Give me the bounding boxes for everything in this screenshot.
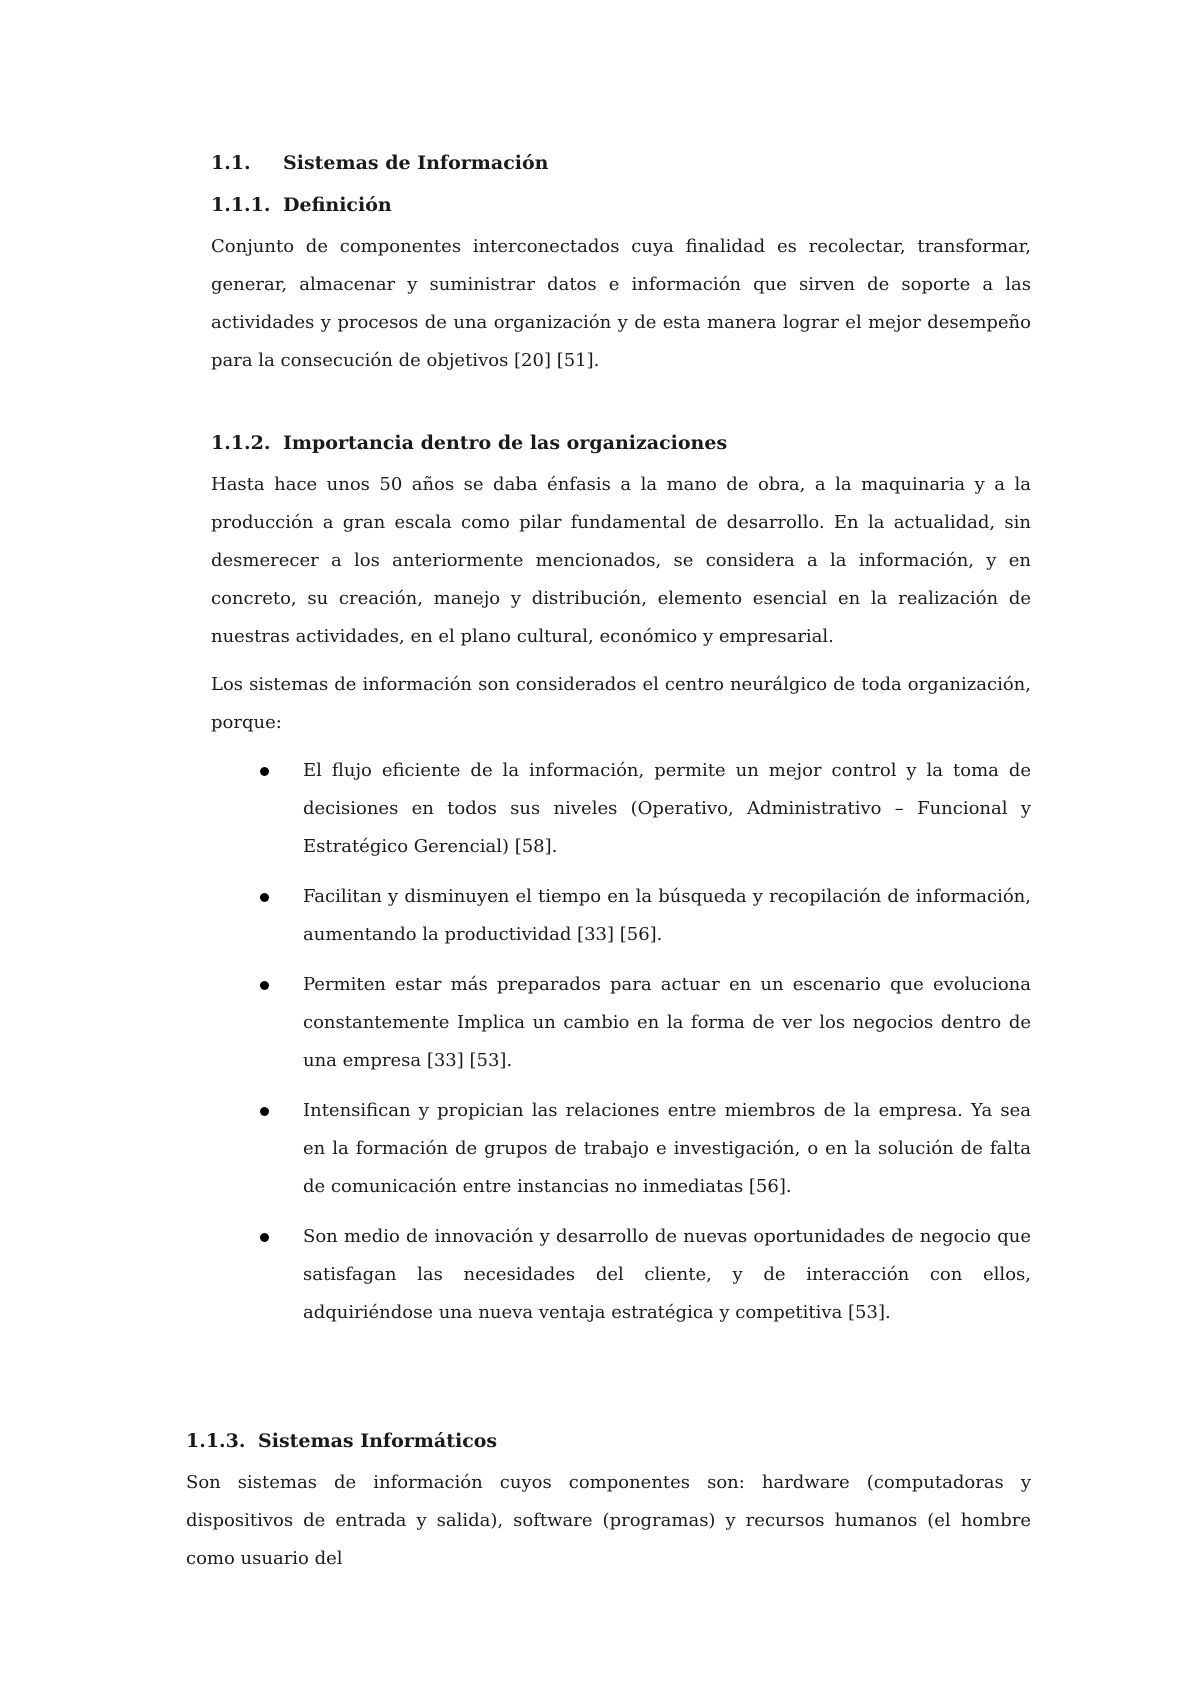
definition-paragraph: Conjunto de componentes interconectados cuya finalidad es recolectar, transformar, generar, almacenar y suministrar datos e información que sirven de soporte a las actividades y procesos de una organización y de esta manera lograr el mejor desempeño para la consecución de objetivos [20] [51].: [211, 236, 1031, 371]
heading-number: 1.1.1.: [211, 194, 271, 216]
heading-title: Importancia dentro de las organizaciones: [283, 432, 728, 454]
heading-1-1: [211, 152, 1031, 174]
heading-number: 1.1.2.: [211, 432, 271, 454]
bullet-icon: [260, 1107, 269, 1116]
bullet-icon: [260, 893, 269, 902]
list-item: [303, 1218, 1031, 1332]
informatic-systems-paragraph: Son sistemas de información cuyos componentes son: hardware (computadoras y dispositivos de entrada y salida), software (programas) y recursos humanos (el hombre como usuario del: [186, 1472, 1031, 1569]
list-item-text: El flujo eficiente de la información, permite un mejor control y la toma de decisiones en todos sus niveles (Operativo, Administrativo – Funcional y Estratégico Gerencial) [58].: [303, 760, 1031, 857]
heading-number: 1.1.3.: [186, 1430, 246, 1452]
list-item: [303, 1092, 1031, 1206]
importance-paragraph-2: Los sistemas de información son considerados el centro neurálgico de toda organización, porque:: [211, 674, 1031, 733]
bullet-icon: [260, 767, 269, 776]
list-item-text: Son medio de innovación y desarrollo de nuevas oportunidades de negocio que satisfagan las necesidades del cliente, y de interacción con ellos, adquiriéndose una nueva ventaja estratégica y competitiva [53].: [303, 1226, 1031, 1323]
list-item: [303, 878, 1031, 954]
list-item: [303, 966, 1031, 1080]
heading-title: Sistemas Informáticos: [258, 1430, 498, 1452]
importance-bullet-list: [211, 752, 1031, 1332]
heading-number: 1.1.: [211, 152, 251, 174]
importance-paragraph-1: Hasta hace unos 50 años se daba énfasis a la mano de obra, a la maquinaria y a la producción a gran escala como pilar fundamental de desarrollo. En la actualidad, sin desmerecer a los anteriormente mencionados, se considera a la información, y en concreto, su creación, manejo y distribución, elemento esencial en la realización de nuestras actividades, en el plano cultural, económico y empresarial.: [211, 474, 1031, 647]
heading-1-1-1: [211, 194, 1031, 216]
heading-1-1-2: [211, 432, 1031, 454]
bullet-icon: [260, 981, 269, 990]
list-item-text: Intensifican y propician las relaciones entre miembros de la empresa. Ya sea en la formación de grupos de trabajo e investigación, o en la solución de falta de comunicación entre instancias no inmediatas [56].: [303, 1100, 1031, 1197]
heading-title: Definición: [283, 194, 392, 216]
list-item-text: Facilitan y disminuyen el tiempo en la búsqueda y recopilación de información, aumentando la productividad [33] [56].: [303, 886, 1031, 945]
list-item: [303, 752, 1031, 866]
heading-1-1-3: [186, 1430, 1031, 1452]
bullet-icon: [260, 1233, 269, 1242]
section-informatic-systems: [186, 1430, 1031, 1578]
list-item-text: Permiten estar más preparados para actuar en un escenario que evoluciona constantemente Implica un cambio en la forma de ver los negocios dentro de una empresa [33] [53].: [303, 974, 1031, 1071]
heading-title: Sistemas de Información: [283, 152, 549, 174]
document-body: [211, 152, 1031, 1344]
